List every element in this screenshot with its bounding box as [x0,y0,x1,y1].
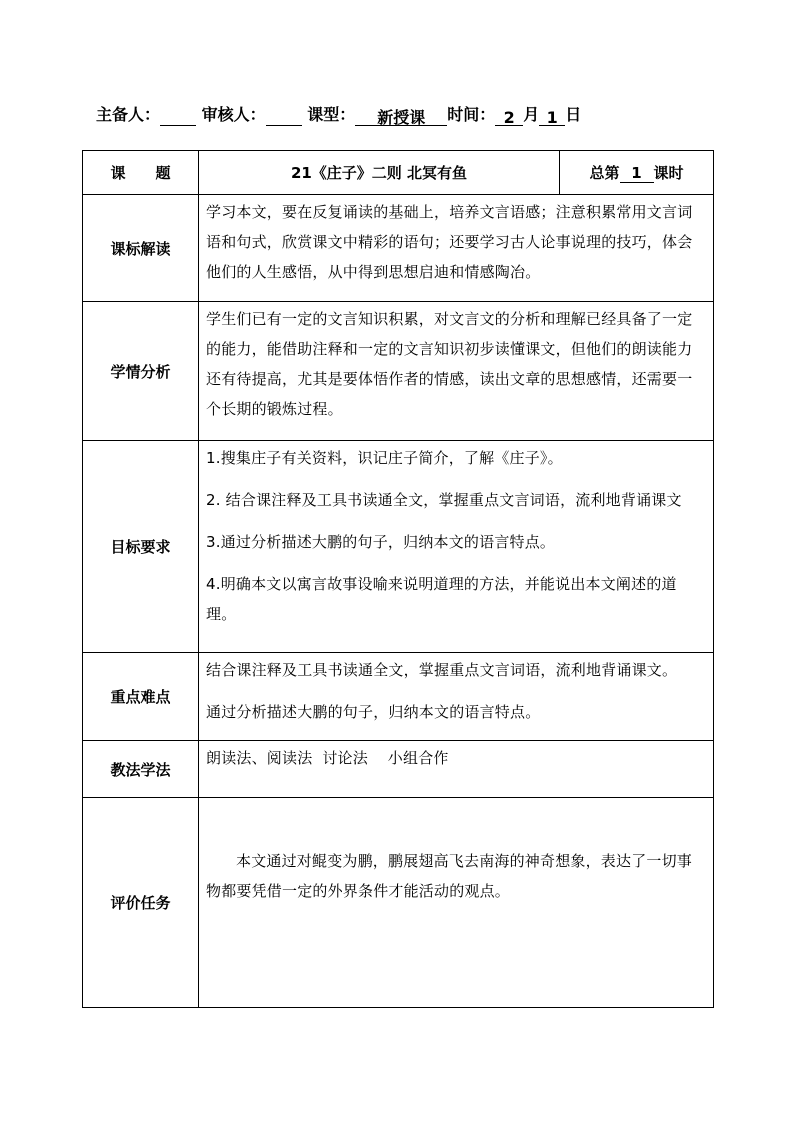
standard-row [83,195,714,302]
evaluation-row [83,798,714,1008]
standard-text: 学习本文，要在反复诵读的基础上，培养文言语感；注意积累常用文言词语和句式，欣赏课文中精彩的语句；还要学习古人论事说理的技巧，体会他们的人生感悟，从中得到思想启迪和情感陶冶。 [199,195,714,302]
topic-value: 21《庄子》二则 北冥有鱼 [199,151,560,195]
type-label: 课型： [307,105,356,124]
topic-row [83,151,714,195]
period-suffix: 课时 [653,164,684,182]
goal-item: 1.搜集庄子有关资料，识记庄子简介，了解《庄子》。 [206,449,563,467]
lesson-plan-table [82,150,714,1008]
reviewer-label: 审核人： [201,105,266,124]
evaluation-content [199,798,714,1008]
goals-row [83,441,714,653]
students-row [83,302,714,441]
lesson-type-value: 新授课 [355,107,447,126]
key-point-item: 通过分析描述大鹏的句子，归纳本文的语言特点。 [206,703,541,721]
month-unit: 月 [523,105,540,124]
day-value: 1 [539,107,565,126]
preparer-blank [160,107,196,126]
goal-item: 3.通过分析描述大鹏的句子，归纳本文的语言特点。 [206,533,556,551]
goal-item: 2. 结合课注释及工具书读通全文，掌握重点文言词语，流利地背诵课文 [206,491,682,509]
period-cell [560,151,714,195]
methods-row [83,741,714,798]
key-points-label: 重点难点 [83,653,199,741]
methods-label: 教法学法 [83,741,199,798]
reviewer-blank [266,107,302,126]
preparer-label: 主备人： [96,105,161,124]
goals-label: 目标要求 [83,441,199,653]
goals-content [199,441,714,653]
month-value: 2 [495,107,523,126]
period-prefix: 总第 [589,164,620,182]
topic-label: 课 题 [83,151,199,195]
standard-label: 课标解读 [83,195,199,302]
evaluation-text: 本文通过对鲲变为鹏，鹏展翅高飞去南海的神奇想象，表达了一切事物都要凭借一定的外界条件才能活动的观点。 [206,852,693,900]
students-text: 学生们已有一定的文言知识积累，对文言文的分析和理解已经具备了一定的能力，能借助注释和一定的文言知识初步读懂课文，但他们的朗读能力还有待提高，尤其是要体悟作者的情感，读出文章的思想感情，还需要一个长期的锻炼过程。 [199,302,714,441]
key-points-row [83,653,714,741]
evaluation-label: 评价任务 [83,798,199,1008]
day-unit: 日 [565,105,582,124]
methods-text: 朗读法、阅读法 讨论法 小组合作 [199,741,714,798]
lesson-plan-header [96,104,581,126]
goal-item: 4.明确本文以寓言故事设喻来说明道理的方法，并能说出本文阐述的道理。 [206,575,677,623]
key-point-item: 结合课注释及工具书读通全文，掌握重点文言词语，流利地背诵课文。 [206,661,678,679]
time-label: 时间： [447,105,496,124]
students-label: 学情分析 [83,302,199,441]
period-value: 1 [620,164,654,183]
key-points-content [199,653,714,741]
